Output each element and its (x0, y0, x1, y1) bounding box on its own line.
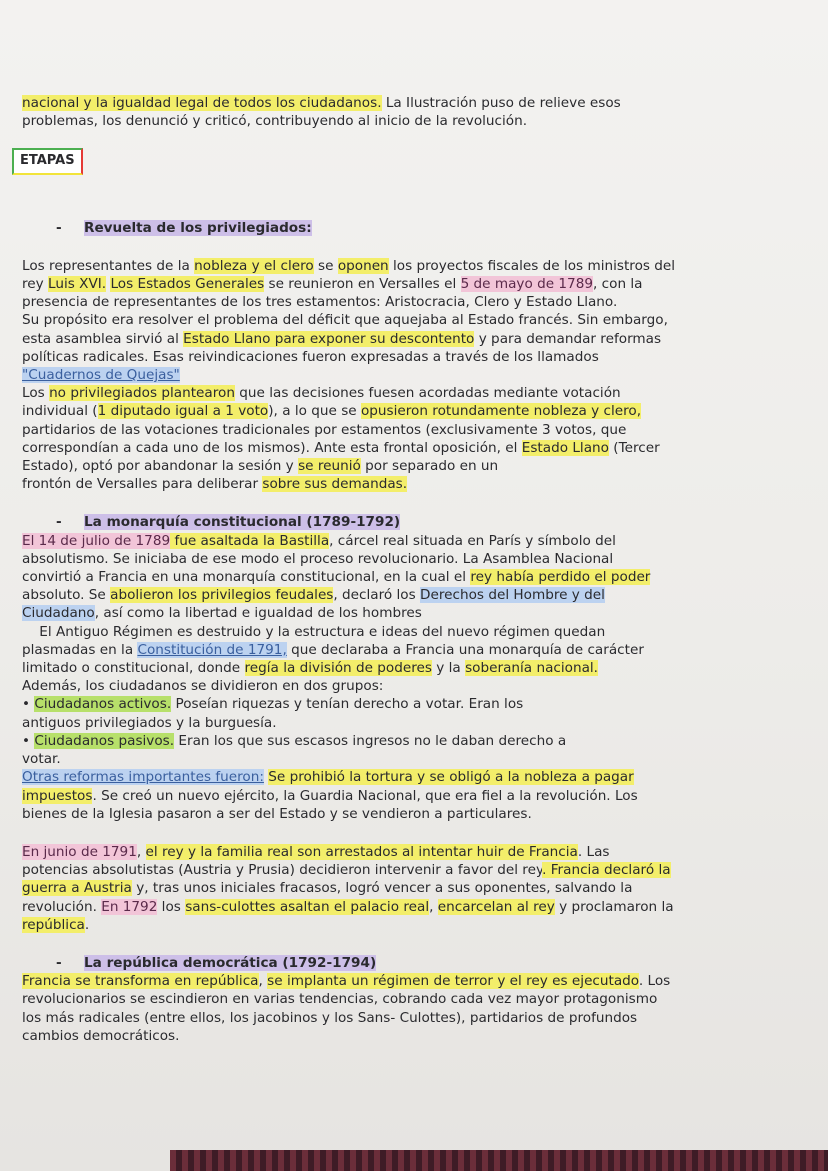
highlight: Ciudadanos activos. (34, 696, 172, 713)
cuadernos-de-quejas: "Cuadernos de Quejas" (22, 367, 180, 384)
s1-line (22, 475, 762, 493)
intro-line-2: problemas, los denunció y criticó, contribuyendo al inicio de la revolución. (22, 113, 528, 130)
s1-line (22, 275, 762, 293)
text: y, tras unos iniciales fracasos, logró vencer a sus oponentes, salvando la (131, 880, 633, 897)
s1-line (22, 439, 762, 457)
page-bottom-strip (170, 1150, 828, 1171)
text: revolución. (22, 898, 102, 915)
text: esta asamblea sirvió al (22, 330, 184, 347)
document-body (22, 94, 762, 1045)
highlight: rey había perdido el poder (470, 569, 651, 586)
dash: - (56, 514, 62, 531)
text: se reunieron en Versalles el (264, 276, 461, 293)
highlight: no privilegiados plantearon (49, 385, 235, 402)
text: individual ( (22, 403, 98, 420)
text: (Tercer (608, 439, 660, 456)
text: , declaró los (333, 587, 421, 604)
s2-line: votar. (22, 751, 61, 768)
text: Poseían riquezas y tenían derecho a votar. Eran los (171, 696, 524, 713)
text: Se (84, 587, 111, 604)
highlight: Constitución de 1791, (137, 641, 287, 658)
highlight: nacional y la igualdad legal de todos los ciudadanos. (22, 95, 382, 111)
highlight: nobleza y el clero (194, 257, 314, 274)
s2b-line (22, 861, 762, 879)
text: , (136, 843, 146, 860)
s1-line: Su propósito era resolver el problema del déficit que aquejaba al Estado francés. Sin embargo, (22, 312, 668, 329)
s3-line: cambios democráticos. (22, 1027, 180, 1044)
highlight: En 1792 (101, 898, 158, 915)
dash: - (56, 219, 62, 236)
intro-line-1 (22, 94, 762, 112)
etapas-heading: ETAPAS (12, 148, 83, 174)
section-title-republica (22, 954, 762, 972)
highlight: se implanta un régimen de terror y el rey es ejecutado (267, 973, 639, 990)
text: , con la (593, 276, 643, 293)
text: que las decisiones fuesen acordadas mediante votación (234, 385, 621, 402)
s1-line (22, 457, 762, 475)
s1-line: presencia de representantes de los tres estamentos: Aristocracia, Clero y Estado Llano. (22, 294, 618, 311)
s2-line: absolutismo. Se iniciaba de ese modo el proceso revolucionario. La Asamblea Nacional (22, 550, 614, 567)
highlight: Derechos del Hombre y del (420, 587, 605, 604)
dash: - (56, 954, 62, 971)
s2-line (22, 586, 762, 604)
text: y para demandar reformas (474, 330, 662, 347)
highlight: fue asaltada la Bastilla (170, 532, 330, 549)
highlight: En junio de 1791 (22, 843, 137, 860)
highlight: guerra a Austria (22, 880, 132, 897)
text: , así como la libertad e igualdad de los hombres (94, 605, 422, 622)
highlight: opusieron rotundamente nobleza y clero, (360, 403, 642, 420)
highlight: Ciudadano (22, 605, 95, 622)
text: los (157, 898, 186, 915)
s1-line (22, 402, 762, 420)
s2b-line (22, 916, 762, 934)
highlight: Francia se transforma en república (22, 973, 259, 990)
text: rey (22, 276, 49, 293)
text: , cárcel real situada en París y símbolo del (329, 532, 616, 549)
highlight: regía la división de poderes (244, 660, 432, 677)
highlight: abolieron los privilegios feudales (110, 587, 334, 604)
bullet: • (22, 732, 35, 749)
s2-line (22, 768, 762, 786)
s2-line: bienes de la Iglesia pasaron a ser del Estado y se vendieron a particulares. (22, 805, 532, 822)
s1-line (22, 330, 762, 348)
s2b-line (22, 898, 762, 916)
s2-line (22, 659, 762, 677)
text: . Los (638, 973, 671, 990)
text: Los (22, 385, 50, 402)
title-text: La monarquía constitucional (1789-1792) (84, 514, 401, 531)
highlight: Se prohibió la tortura y se obligó a la nobleza a pagar (268, 769, 634, 786)
highlight: sans-culottes asaltan el palacio real (185, 898, 430, 915)
highlight: impuestos (22, 787, 93, 804)
text: frontón de Versalles para deliberar (22, 476, 263, 493)
highlight: Estado Llano (521, 439, 609, 456)
text: limitado o constitucional, donde (22, 660, 245, 677)
text: convirtió a Francia en una monarquía constitucional, en la cual el (22, 569, 471, 586)
text: los proyectos fiscales de los ministros del (388, 257, 676, 274)
text: . Las (577, 843, 610, 860)
text: y proclamaron la (554, 898, 674, 915)
text: Estado), optó por abandonar la sesión y (22, 458, 299, 475)
text: , (429, 898, 438, 915)
s2-line (22, 604, 762, 622)
highlight: El 14 de julio de 1789 (22, 532, 171, 549)
s2-line (22, 641, 762, 659)
text: , (258, 973, 268, 990)
text: plasmadas en la (22, 641, 138, 658)
s2-line: El Antiguo Régimen es destruido y la estructura e ideas del nuevo régimen quedan (22, 623, 606, 640)
text: potencias absolutistas (Austria y Prusia) decidieron intervenir a favor del rey (22, 862, 543, 879)
highlight: Ciudadanos pasivos. (34, 732, 175, 749)
highlight: Los Estados Generales (110, 276, 265, 293)
text: que declaraba a Francia una monarquía de carácter (286, 641, 644, 658)
highlight: república (22, 916, 85, 933)
highlight: Luis XVI. (48, 276, 107, 293)
section-title-monarquia (22, 513, 762, 531)
text: correspondían a cada uno de los mismos). Ante esta frontal oposición, el (22, 439, 522, 456)
highlight: 5 de mayo de 1789 (460, 276, 594, 293)
text: La Ilustración puso de relieve esos (381, 95, 621, 111)
highlight: soberanía nacional. (465, 660, 599, 677)
text: . (84, 916, 90, 933)
s2b-line (22, 879, 762, 897)
s3-line (22, 972, 762, 990)
bullet: • (22, 696, 35, 713)
highlight: sobre sus demandas. (262, 476, 408, 493)
text: Los representantes de la (22, 257, 195, 274)
s3-line: revolucionarios se escindieron en varias tendencias, cobrando cada vez mayor protagonismo (22, 991, 658, 1008)
s1-line (22, 257, 762, 275)
text: se (313, 257, 338, 274)
section-title-revuelta (22, 219, 762, 237)
s2-line: antiguos privilegiados y la burguesía. (22, 714, 277, 731)
s2b-line (22, 843, 762, 861)
s2-line (22, 695, 762, 713)
s1-line (22, 366, 762, 384)
title-text: Revuelta de los privilegiados: (84, 219, 312, 236)
text: . Se creó un nuevo ejército, la Guardia Nacional, que era fiel a la revolución. Los (92, 787, 638, 804)
s2-line (22, 568, 762, 586)
title-text: La república democrática (1792-1794) (84, 954, 377, 971)
text: ), a lo que se (268, 403, 361, 420)
s2-line (22, 787, 762, 805)
highlight: 1 diputado igual a 1 voto (97, 403, 269, 420)
highlight: se reunió (298, 458, 361, 475)
highlight: encarcelan al rey (437, 898, 555, 915)
text: absoluto. (22, 587, 85, 604)
text: Eran los que sus escasos ingresos no le daban derecho a (174, 732, 567, 749)
text: y la (431, 660, 466, 677)
highlight: Otras reformas importantes fueron: (22, 769, 264, 786)
s2-line: Además, los ciudadanos se dividieron en dos grupos: (22, 678, 384, 695)
s3-line: los más radicales (entre ellos, los jacobinos y los Sans- Culottes), partidarios de profundos (22, 1009, 638, 1026)
highlight: oponen (337, 257, 389, 274)
s2-line (22, 532, 762, 550)
s2-line (22, 732, 762, 750)
highlight: Estado Llano para exponer su descontento (183, 330, 475, 347)
s1-line: políticas radicales. Esas reivindicaciones fueron expresadas a través de los llamados (22, 348, 599, 365)
s1-line (22, 384, 762, 402)
highlight: el rey y la familia real son arrestados al intentar huir de Francia (145, 843, 578, 860)
s1-line: partidarios de las votaciones tradicionales por estamentos (exclusivamente 3 votos, que (22, 421, 627, 438)
highlight: . Francia declaró la (542, 862, 671, 879)
text: por separado en un (360, 458, 499, 475)
